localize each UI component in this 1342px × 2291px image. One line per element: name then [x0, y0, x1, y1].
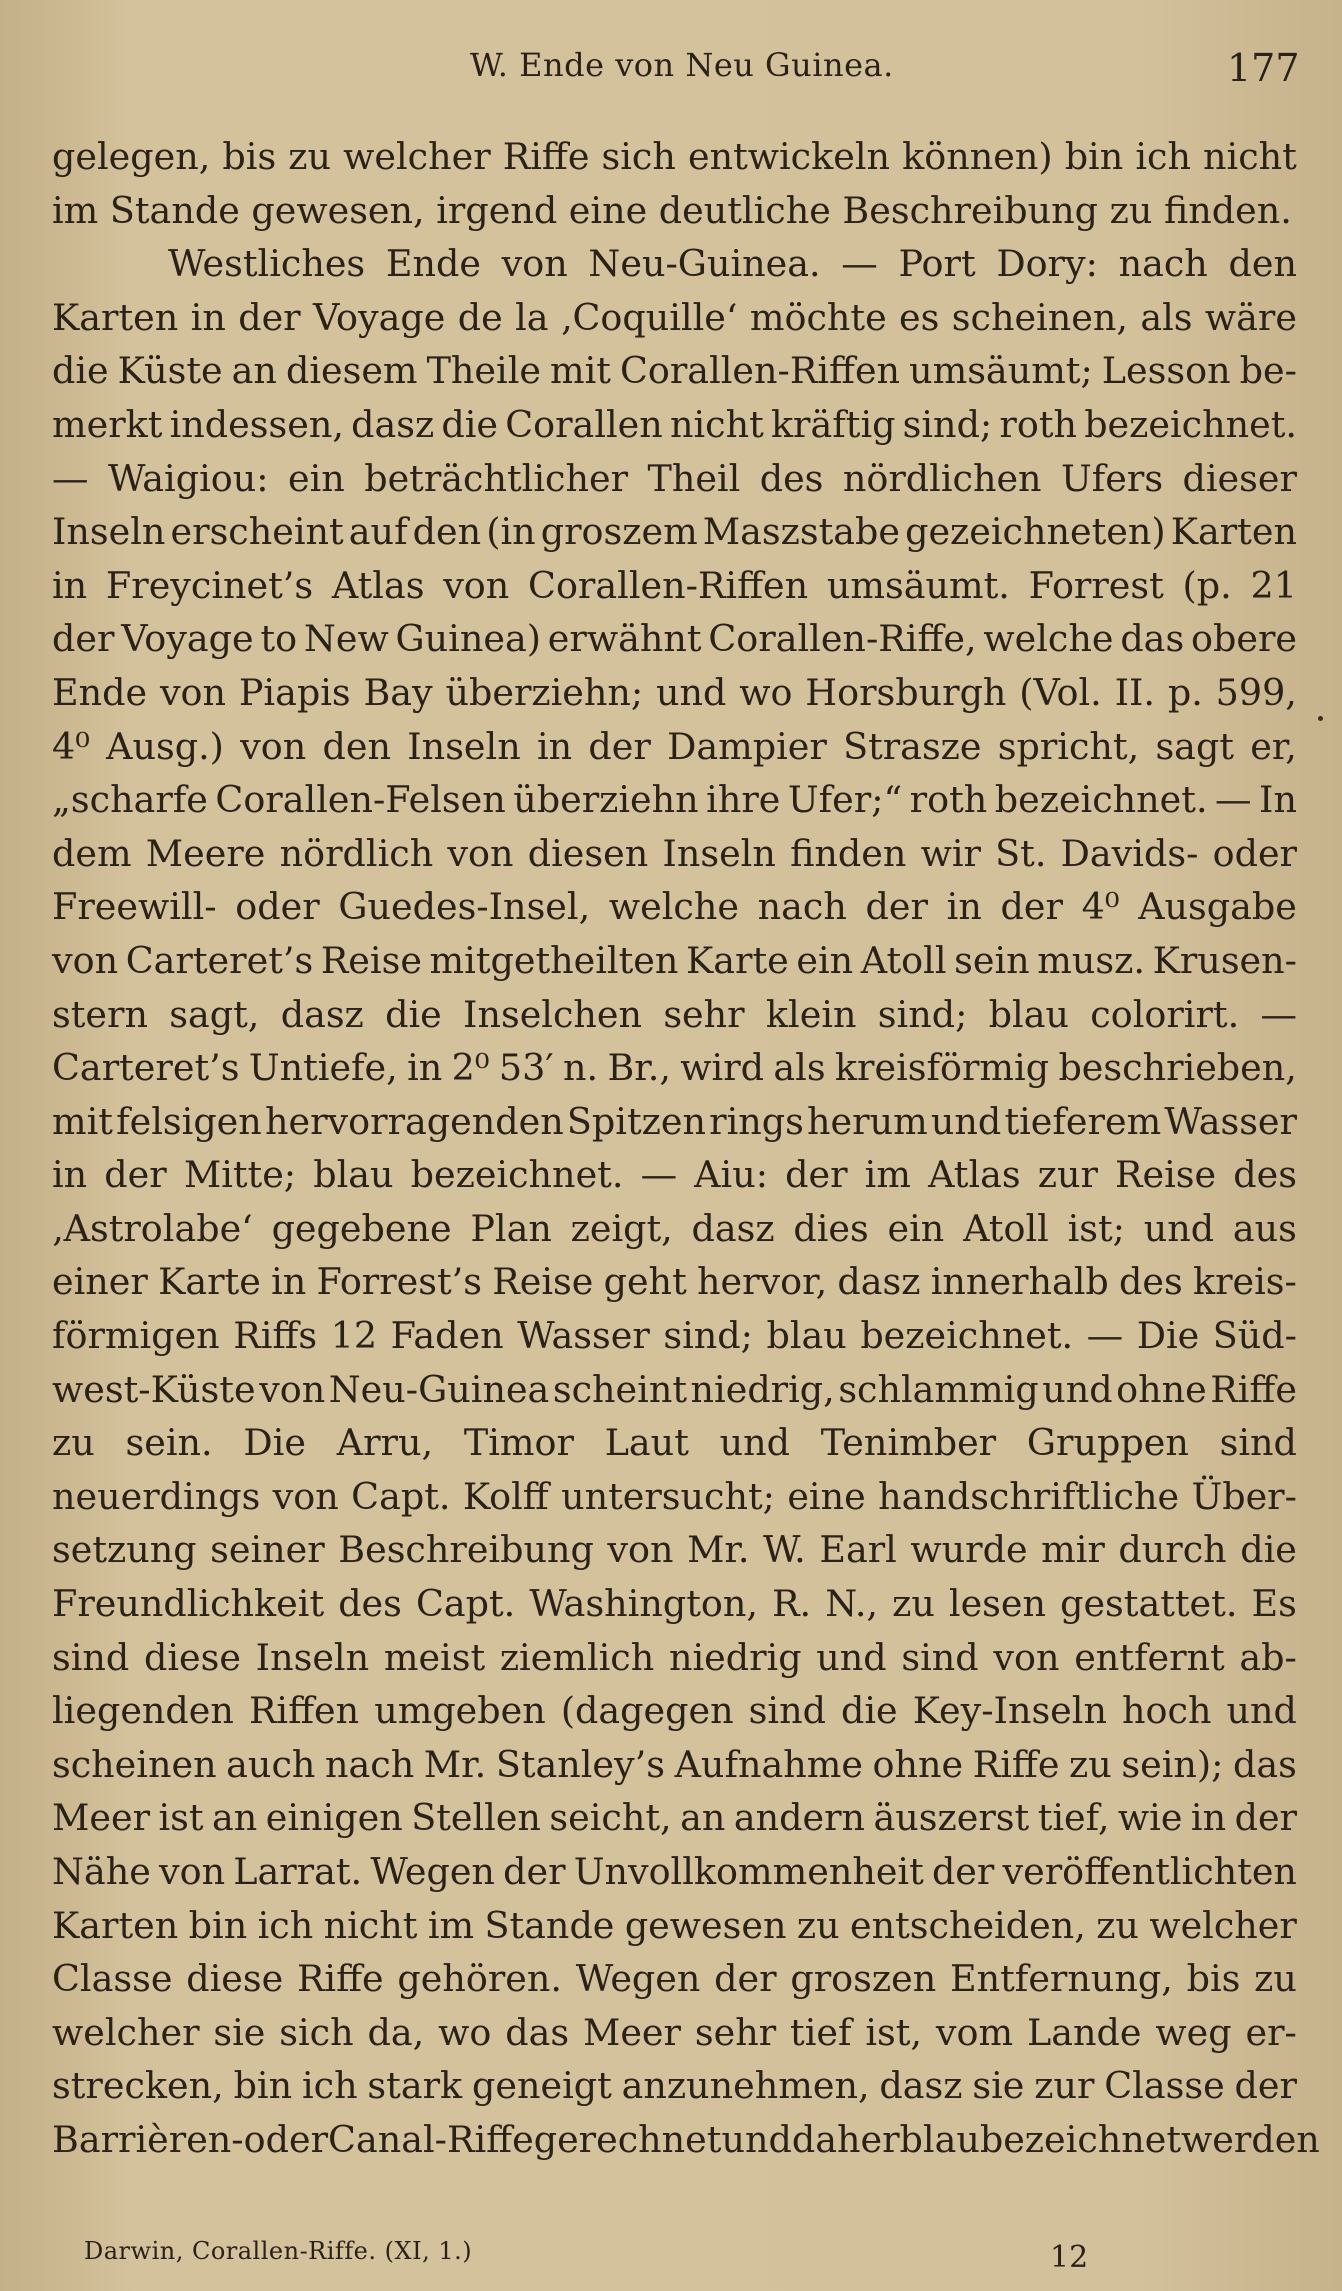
text-line: Freewill- oder Guedes-Insel, welche nach der in der 4⁰ Ausgabe — [52, 885, 1297, 929]
margin-speck — [1318, 716, 1323, 721]
running-title: W. Ende von Neu Guinea. — [470, 46, 894, 84]
text-line: Inseln erscheint auf den (in groszem Maszstabe gezeichneten) Karten — [52, 510, 1297, 554]
text-line: stern sagt, dasz die Inselchen sehr klein sind; blau colorirt. — — [52, 992, 1297, 1036]
text-line: 4⁰ Ausg.) von den Inseln in der Dampier Strasze spricht, sagt er, — [52, 724, 1297, 768]
text-line: förmigen Riffs 12 Faden Wasser sind; blau bezeichnet. — Die Süd- — [52, 1314, 1297, 1358]
text-line: in Freycinet’s Atlas von Corallen-Riffen umsäumt. Forrest (p. 21 — [52, 563, 1297, 607]
text-line: Westliches Ende von Neu-Guinea. — Port Dory: nach den — [168, 242, 1297, 286]
text-line: dem Meere nördlich von diesen Inseln finden wir St. Davids- oder — [52, 831, 1297, 875]
text-line: neuerdings von Capt. Kolff untersucht; eine handschriftliche Über- — [52, 1474, 1297, 1518]
text-line: Classe diese Riffe gehören. Wegen der groszen Entfernung, bis zu — [52, 1957, 1297, 2001]
text-line: liegenden Riffen umgeben (dagegen sind die Key-Inseln hoch und — [52, 1689, 1297, 1733]
text-line: sind diese Inseln meist ziemlich niedrig und sind von entfernt ab- — [52, 1635, 1297, 1679]
text-line: Freundlichkeit des Capt. Washington, R. N., zu lesen gestattet. Es — [52, 1582, 1297, 1626]
signature-mark: 12 — [1050, 2240, 1089, 2275]
text-line: in der Mitte; blau bezeichnet. — Aiu: der im Atlas zur Reise des — [52, 1153, 1297, 1197]
text-line: einer Karte in Forrest’s Reise geht hervor, dasz innerhalb des kreis- — [52, 1260, 1297, 1304]
footer-source: Darwin, Corallen-Riffe. (XI, 1.) — [84, 2237, 473, 2265]
text-line: Meer ist an einigen Stellen seicht, an andern äuszerst tief, wie in der — [52, 1796, 1297, 1840]
page-number: 177 — [1227, 46, 1300, 90]
text-line: setzung seiner Beschreibung von Mr. W. Earl wurde mir durch die — [52, 1528, 1297, 1572]
text-line: der Voyage to New Guinea) erwähnt Corallen-Riffe, welche das obere — [52, 617, 1297, 661]
text-line: zu sein. Die Arru, Timor Laut und Tenimber Gruppen sind — [52, 1421, 1297, 1465]
text-line: Karten bin ich nicht im Stande gewesen zu entscheiden, zu welcher — [52, 1903, 1297, 1947]
text-line: — Waigiou: ein beträchtlicher Theil des nördlichen Ufers dieser — [52, 456, 1297, 500]
text-line: im Stande gewesen, irgend eine deutliche Beschreibung zu finden. — [52, 188, 1292, 232]
text-line: Ende von Piapis Bay überziehn; und wo Horsburgh (Vol. II. p. 599, — [52, 670, 1297, 714]
text-line: ‚Astrolabe‘ gegebene Plan zeigt, dasz dies ein Atoll ist; und aus — [52, 1206, 1297, 1250]
text-line: welcher sie sich da, wo das Meer sehr tief ist, vom Lande weg er- — [52, 2010, 1297, 2054]
text-line: Karten in der Voyage de la ‚Coquille‘ möchte es scheinen, als wäre — [52, 295, 1297, 339]
body-text — [52, 130, 1320, 2167]
text-line: Nähe von Larrat. Wegen der Unvollkommenheit der veröffentlichten — [52, 1850, 1297, 1893]
text-line: mit felsigen hervorragenden Spitzen rings herum und tieferem Wasser — [52, 1099, 1297, 1143]
text-line: die Küste an diesem Theile mit Corallen-Riffen umsäumt; Lesson be- — [52, 349, 1297, 393]
text-line: west-Küste von Neu-Guinea scheint niedrig, schlammig und ohne Riffe — [52, 1367, 1297, 1411]
text-line: scheinen auch nach Mr. Stanley’s Aufnahme ohne Riffe zu sein); das — [52, 1742, 1297, 1786]
text-line: Barrièren- oder Canal-Riffe gerechnet und daher blau bezeichnet werden — [52, 2117, 1320, 2161]
text-line: merkt indessen, dasz die Corallen nicht kräftig sind; roth bezeichnet. — [52, 402, 1297, 446]
text-line: „scharfe Corallen-Felsen überziehn ihre Ufer;“ roth bezeichnet. — In — [52, 778, 1297, 822]
text-line: von Carteret’s Reise mitgetheilten Karte ein Atoll sein musz. Krusen- — [52, 938, 1297, 982]
text-line: Carteret’s Untiefe, in 2⁰ 53′ n. Br., wird als kreisförmig beschrieben, — [52, 1046, 1297, 1090]
text-line: gelegen, bis zu welcher Riffe sich entwickeln können) bin ich nicht — [52, 135, 1297, 178]
text-line: strecken, bin ich stark geneigt anzunehmen, dasz sie zur Classe der — [52, 2064, 1297, 2108]
